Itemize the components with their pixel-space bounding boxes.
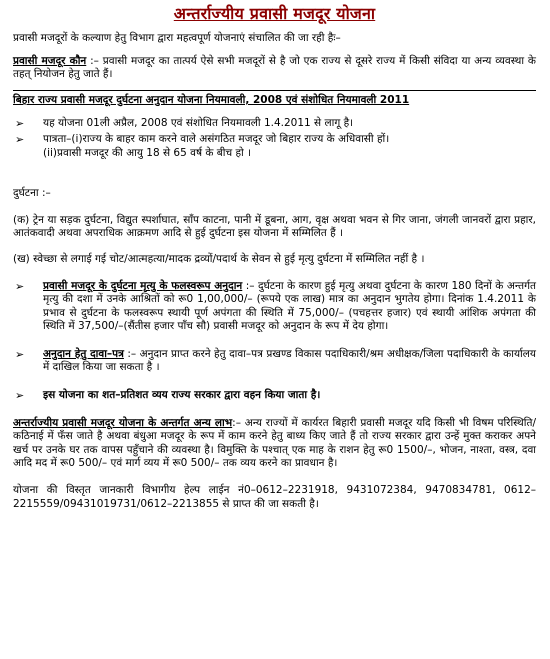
accident-heading: दुर्घटना :– [13, 187, 51, 200]
scheme-bullet-2-text [43, 133, 536, 160]
claim-text: :– अनुदान प्राप्त करने हेतु दावा–पत्र प्रखण्ड विकास पदाधिकारी/श्रम अधीक्षक/जिला पदाधिकारी के कार्यालय में दाखिल किया जा सकता है । [43, 347, 536, 374]
claim-heading: अनुदान हेतु दावा–पत्र [43, 347, 124, 360]
arrow-bullet-icon: ➢ [15, 347, 25, 361]
scheme-bullet-1 [13, 117, 536, 131]
eligibility-line-1: पात्रता–(i)राज्य के बाहर काम करने वाले असंगठित मजदूर जो बिहार राज्य के अधिवासी हों। [43, 133, 390, 146]
grant-heading: प्रवासी मजदूर के दुर्घटना मृत्यु के फलस्वरूप अनुदान [43, 279, 243, 292]
arrow-bullet-icon: ➢ [15, 117, 25, 131]
claim-section [13, 348, 536, 375]
page-title: अन्तर्राज्यीय प्रवासी मजदूर योजना [173, 4, 376, 23]
other-benefits-paragraph [13, 417, 536, 471]
expense-section [13, 389, 536, 403]
intro-text: प्रवासी मजदूरों के कल्याण हेतु विभाग द्वारा महत्वपूर्ण योजनाएं संचालित की जा रही हैः– [13, 32, 341, 45]
contact-info: योजना की विस्तृत जानकारी विभागीय हेल्प लाईन नं0–0612–2231918, 9431072384, 9470834781, 0612–2215559/09431019731/0612–2213855 से प्राप्त की जा सकती है। [13, 484, 536, 510]
grant-section [13, 280, 536, 334]
accident-para-ka: (क) ट्रेन या सड़क दुर्घटना, विद्युत स्पर्शाघात, साँप काटना, पानी में डूबना, आग, वृक्ष अथवा भवन से गिर जाना, जंगली जानवरों द्वारा प्रहार, आतंकवादी अथवा अपराधिक आक्रमण आदि से हुई दुर्घटना इस योजना में सम्मिलित हैं । [13, 213, 536, 240]
arrow-bullet-icon: ➢ [15, 388, 25, 402]
other-benefits-text: :– अन्य राज्यों में कार्यरत बिहारी प्रवासी मजदूर यदि किसी भी विषम परिस्थिति/कठिनाई में फँस जाते है अथवा बंधुआ मजदूर के रूप में काम करने हेतु बाध्य किए जाते हैं तो राज्य सरकार द्वारा उन्हें मुक्त कराकर अपने खर्च पर उनके घर तक वापस पहुँचाने की व्यवस्था है। विमुक्ति के पश्चात् एक माह के राशन हेतु रू0 1500/–, भोजन, नाश्ता, वस्त्र, दवा आदि मद में रू0 500/– एवं मार्ग व्यय में रू0 500/– तक व्यय करने का प्रावधान है। [13, 416, 536, 469]
scheme-bullet-2 [13, 133, 536, 160]
accident-para-kha: (ख) स्वेच्छा से लगाई गई चोट/आत्महत्या/मादक द्रव्यों/पदार्थ के सेवन से हुई मृत्यु दुर्घटना में सम्मिलित नहीं है । [13, 253, 425, 266]
arrow-bullet-icon: ➢ [15, 279, 25, 293]
scheme-heading: बिहार राज्य प्रवासी मजदूर दुर्घटना अनुदान योजना नियमावली, 2008 एवं संशोधित नियमावली 2011 [13, 93, 410, 106]
document-page [0, 4, 550, 659]
scheme-bullet-1-text: यह योजना 01ली अप्रैल, 2008 एवं संशोधित नियमावली 1.4.2011 से लागू है। [43, 117, 354, 130]
definition-text: :– प्रवासी मजदूर का तात्पर्य ऐसे सभी मजदूरों से है जो एक राज्य से दूसरे राज्य में किसी संविदा या अन्य व्यवस्था के तहत् नियोजन हेतु जाते हैं। [13, 54, 536, 81]
eligibility-line-2: (ii)प्रवासी मजदूर की आयु 18 से 65 वर्ष के बीच हो । [43, 146, 252, 159]
expense-text: इस योजना का शत–प्रतिशत व्यय राज्य सरकार द्वारा वहन किया जाता है। [43, 388, 321, 401]
grant-text: :– दुर्घटना के कारण हुई मृत्यु अथवा दुर्घटना के कारण 180 दिनों के अन्तर्गत मृत्यु की दशा में उनके आश्रितों को रू0 1,00,000/– (रूपये एक लाख) मात्र का अनुदान भुगतेय होगा। दिनांक 1.4.2011 के प्रभाव से दुर्घटना के फलस्वरूप स्थायी पूर्ण अपंगता की स्थिति में 75,000/– (पचहत्तर हजार) एवं स्थायी आंशिक अपंगता की स्थिति में 37,500/–(सैंतीस हजार पाँच सौ) प्रवासी मजदूर को अनुदान के रूप में देय होगा। [43, 279, 536, 333]
definition-heading: प्रवासी मजदूर कौन [13, 54, 87, 67]
divider [13, 90, 536, 91]
arrow-bullet-icon: ➢ [15, 133, 25, 147]
other-benefits-heading: अन्तर्राज्यीय प्रवासी मजदूर योजना के अन्तर्गत अन्य लाभ [13, 416, 233, 429]
definition-paragraph [13, 55, 536, 82]
